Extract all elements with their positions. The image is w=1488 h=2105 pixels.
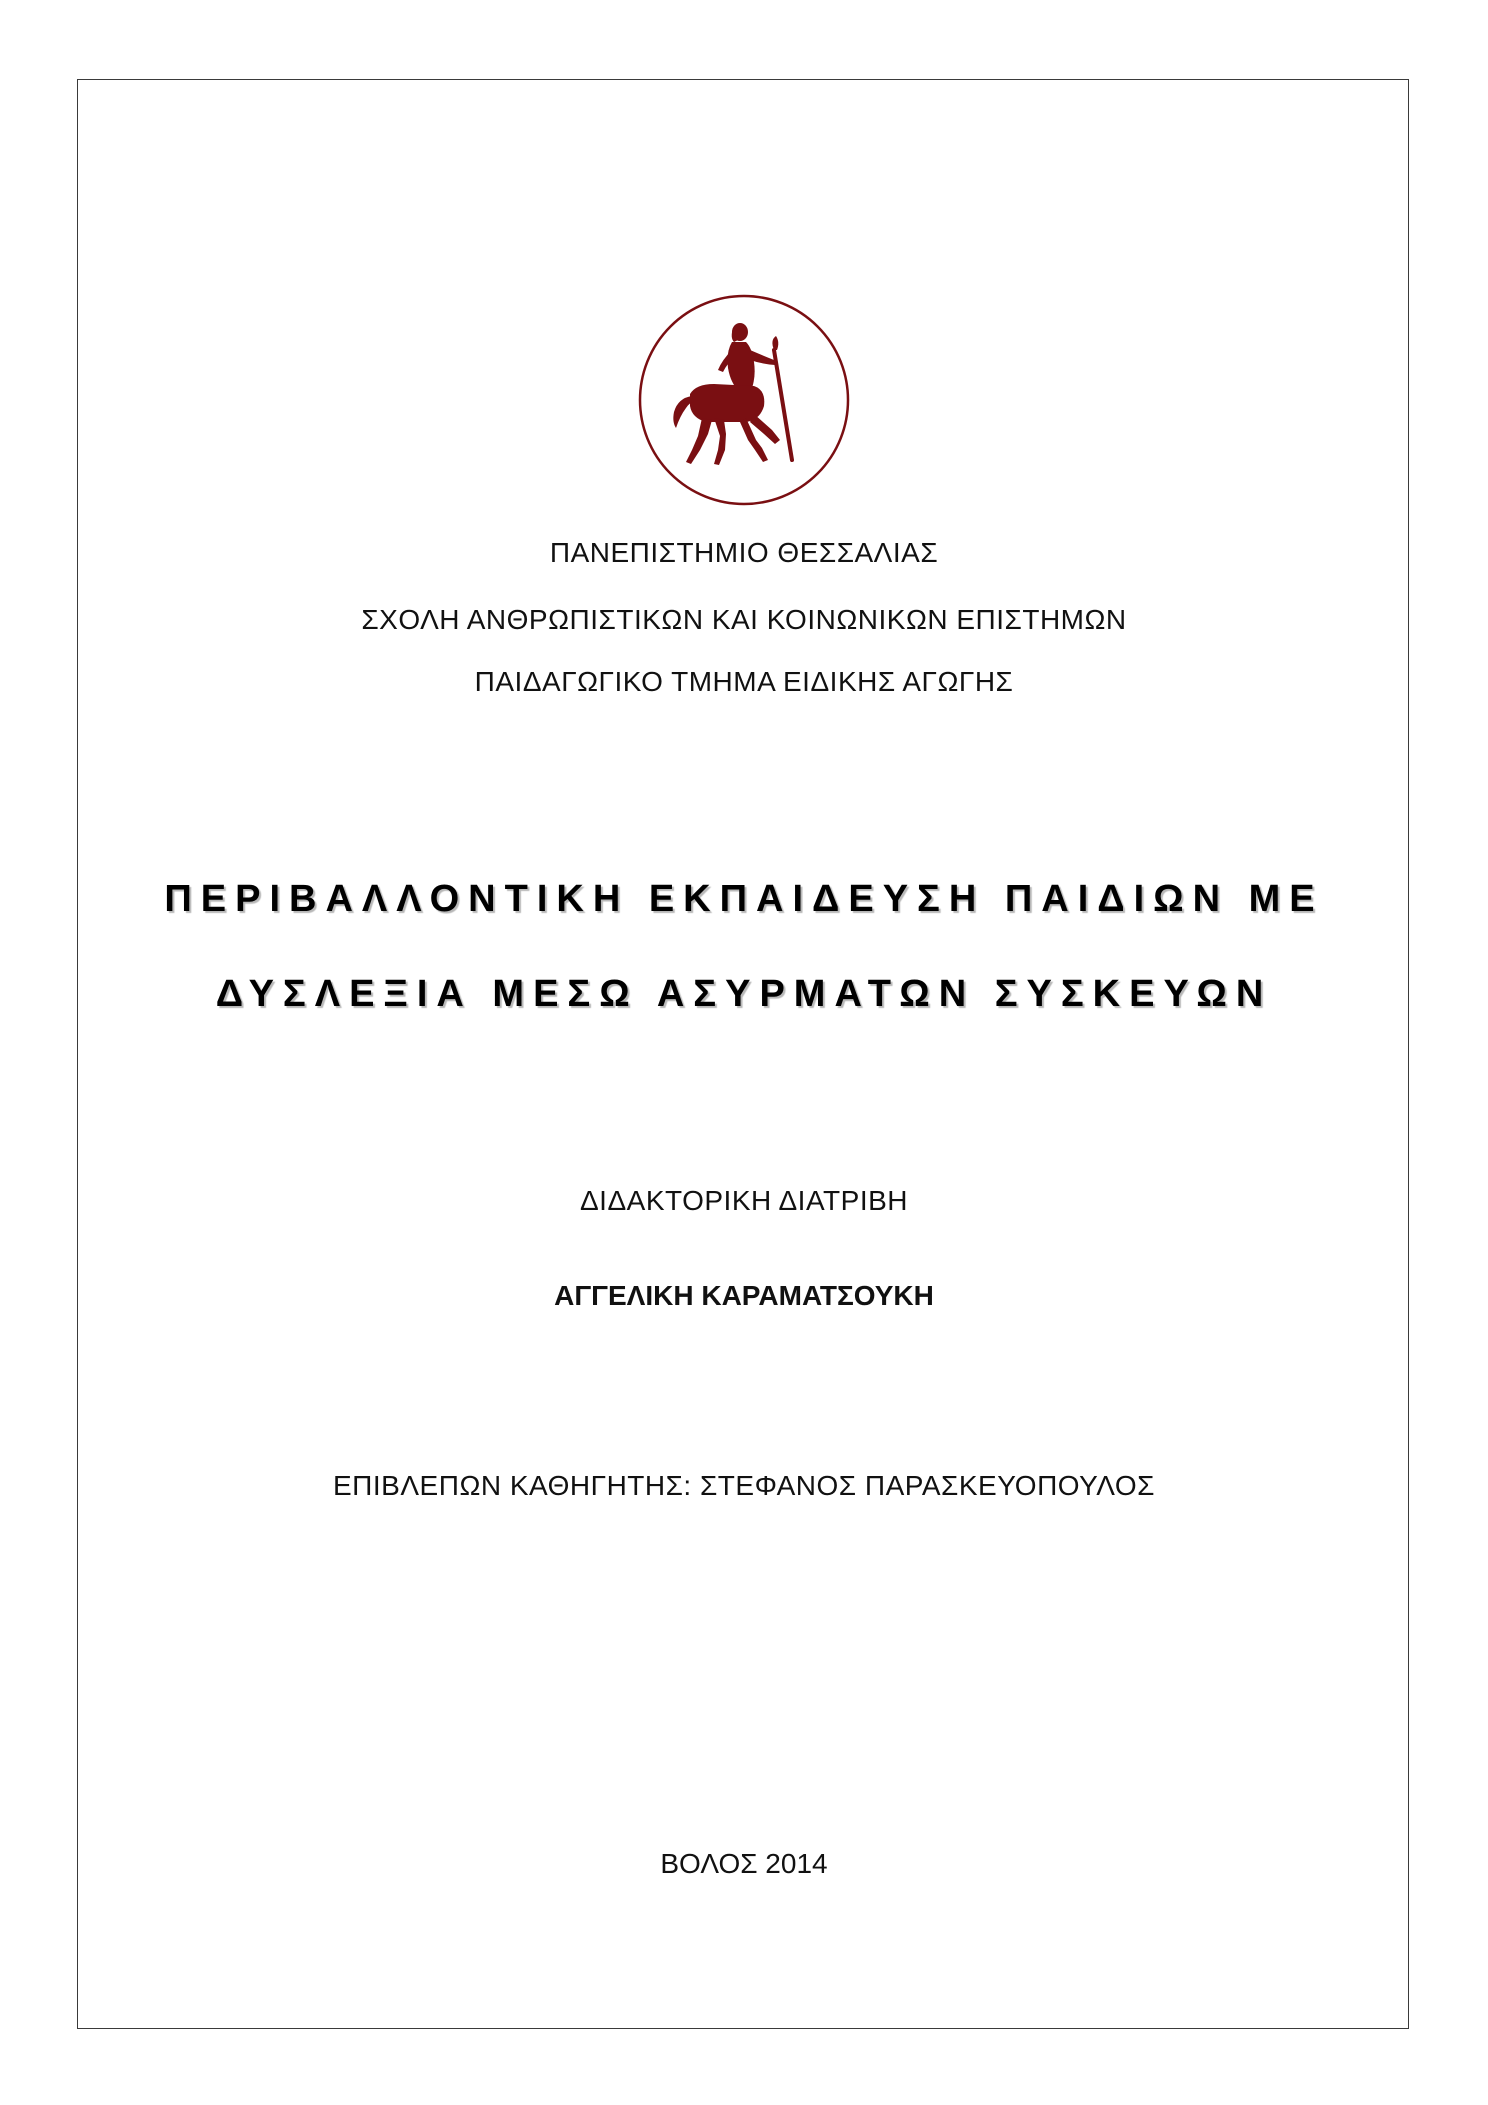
author-name: ΑΓΓΕΛΙΚΗ ΚΑΡΑΜΑΤΣΟΥΚΗ [554,1280,934,1311]
place-and-year: ΒΟΛΟΣ 2014 [660,1848,828,1879]
document-type: ΔΙΔΑΚΤΟΡΙΚΗ ΔΙΑΤΡΙΒΗ [579,1185,909,1216]
school-name: ΣΧΟΛΗ ΑΝΘΡΩΠΙΣΤΙΚΩΝ ΚΑΙ ΚΟΙΝΩΝΙΚΩΝ ΕΠΙΣΤΗΜΩΝ [361,604,1127,635]
university-name: ΠΑΝΕΠΙΣΤΗΜΙΟ ΘΕΣΣΑΛΙΑΣ [549,537,939,568]
department-name: ΠΑΙΔΑΓΩΓΙΚΟ ΤΜΗΜΑ ΕΙΔΙΚΗΣ ΑΓΩΓΗΣ [474,666,1014,697]
supervisor-line: ΕΠΙΒΛΕΠΩΝ ΚΑΘΗΓΗΤΗΣ: ΣΤΕΦΑΝΟΣ ΠΑΡΑΣΚΕΥΟΠΟΥΛΟΣ [333,1470,1155,1501]
thesis-title-line-1: ΠΕΡΙΒΑΛΛΟΝΤΙΚΗ ΕΚΠΑΙΔΕΥΣΗ ΠΑΙΔΙΩΝ ΜΕ [164,878,1324,920]
thesis-title-line-2: ΔΥΣΛΕΞΙΑ ΜΕΣΩ ΑΣΥΡΜΑΤΩΝ ΣΥΣΚΕΥΩΝ [215,973,1273,1015]
centaur-seal-icon [634,290,854,510]
